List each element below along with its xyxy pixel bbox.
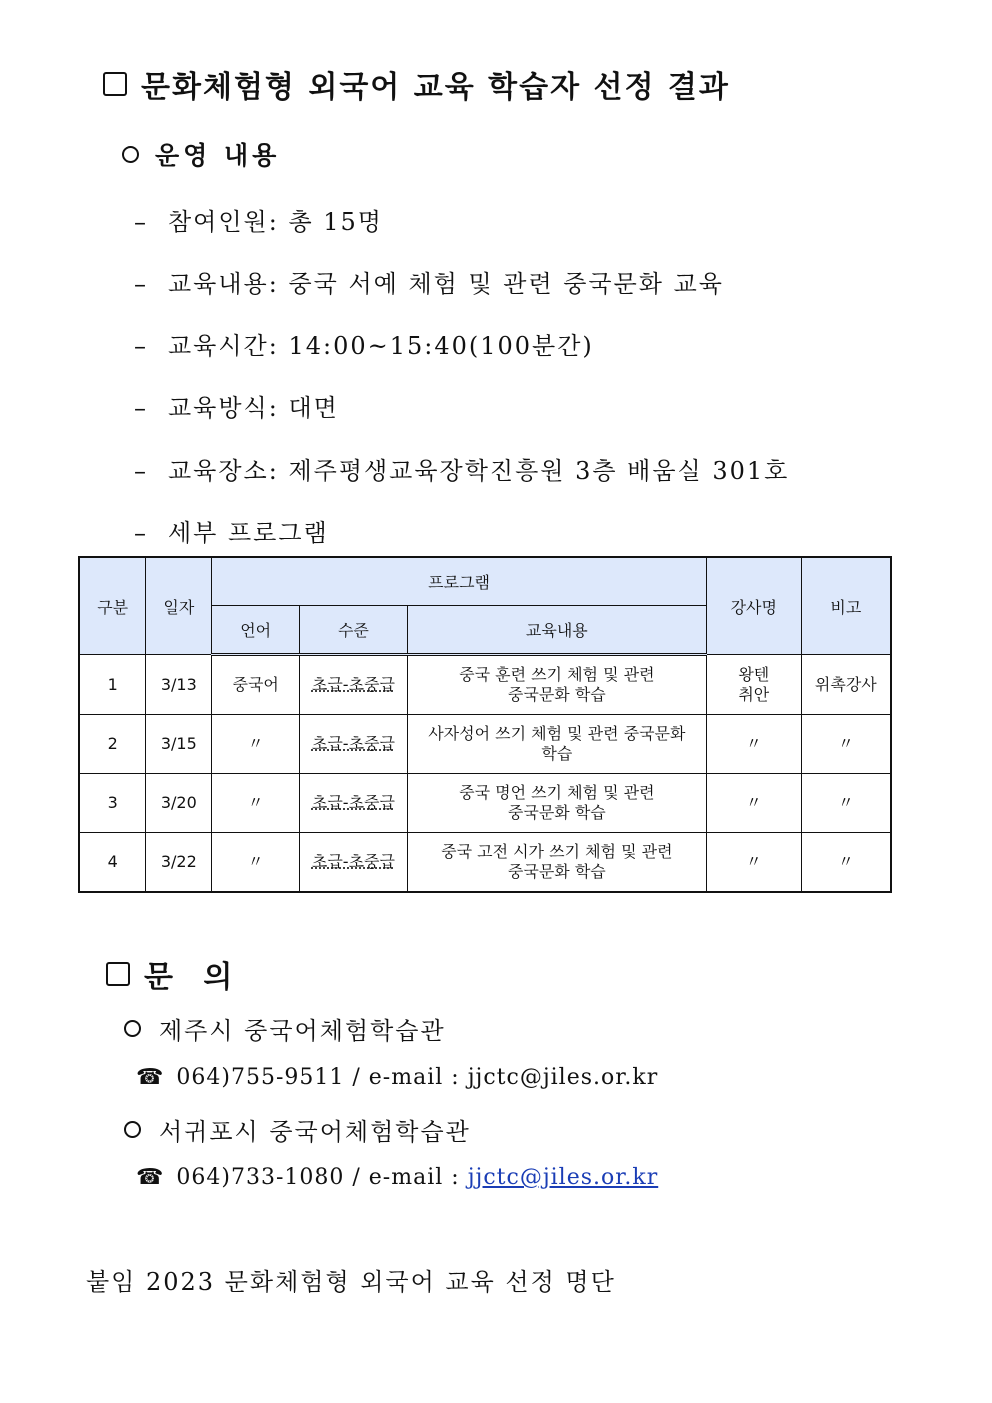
section-heading — [122, 136, 280, 172]
dash-icon: – — [134, 332, 148, 360]
header-category: 구분 — [79, 557, 146, 655]
dash-icon: – — [134, 457, 148, 485]
page-title-text: 문화체험형 외국어 교육 학습자 선정 결과 — [141, 70, 730, 105]
header-date: 일자 — [146, 557, 212, 655]
table-row: 2 3/15 〃 초급-초중급 사자성어 쓰기 체험 및 관련 중국문화 학습 〃 〃 — [79, 715, 891, 774]
bullet-time: – 교육시간: 14:00~15:40(100분간) — [134, 332, 594, 360]
phone-icon: ☎ — [136, 1065, 165, 1090]
bullet-participants: – 참여인원: 총 15명 — [134, 208, 383, 236]
email-link[interactable]: jjctc@jiles.or.kr — [467, 1165, 659, 1190]
page-title — [103, 62, 730, 106]
dash-icon: – — [134, 270, 148, 298]
bullet-program: – 세부 프로그램 — [134, 519, 329, 547]
inquiry-heading-text: 문 의 — [144, 960, 243, 995]
attachment-note: 붙임 2023 문화체험형 외국어 교육 선정 명단 — [86, 1268, 616, 1296]
dash-icon: – — [134, 519, 148, 547]
inquiry-heading — [106, 952, 242, 996]
table-row: 4 3/22 〃 초급-초중급 중국 고전 시가 쓰기 체험 및 관련 중국문화 학습 〃 〃 — [79, 833, 891, 893]
circle-bullet-icon — [122, 146, 139, 163]
checkbox-square-icon — [106, 962, 130, 986]
contact-org-seogwipo: 서귀포시 중국어체험학습관 — [124, 1112, 471, 1147]
contact-line-seogwipo: ☎ 064)733-1080 / e-mail : jjctc@jiles.or.kr — [136, 1165, 659, 1190]
checkbox-square-icon — [103, 72, 127, 96]
table-row: 1 3/13 중국어 초급-초중급 중국 훈련 쓰기 체험 및 관련 중국문화 학습 왕텐 취안 위촉강사 — [79, 655, 891, 715]
bullet-location: – 교육장소: 제주평생교육장학진흥원 3층 배움실 301호 — [134, 457, 790, 485]
program-table — [78, 556, 892, 893]
header-content: 교육내용 — [407, 606, 706, 655]
dash-icon: – — [134, 394, 148, 422]
section-heading-text: 운영 내용 — [155, 141, 281, 170]
email-text: jjctc@jiles.or.kr — [467, 1065, 659, 1090]
circle-bullet-icon — [124, 1121, 141, 1138]
header-program: 프로그램 — [212, 557, 707, 606]
contact-org-jeju: 제주시 중국어체험학습관 — [124, 1011, 446, 1046]
header-instructor: 강사명 — [706, 557, 801, 655]
header-language: 언어 — [212, 606, 300, 655]
header-note: 비고 — [801, 557, 891, 655]
phone-icon: ☎ — [136, 1165, 165, 1190]
dash-icon: – — [134, 208, 148, 236]
table-row: 3 3/20 〃 초급-초중급 중국 명언 쓰기 체험 및 관련 중국문화 학습 〃 〃 — [79, 774, 891, 833]
contact-line-jeju: ☎ 064)755-9511 / e-mail : jjctc@jiles.or.kr — [136, 1065, 659, 1090]
circle-bullet-icon — [124, 1020, 141, 1037]
bullet-method: – 교육방식: 대면 — [134, 394, 339, 422]
bullet-content: – 교육내용: 중국 서예 체험 및 관련 중국문화 교육 — [134, 270, 724, 298]
header-level: 수준 — [300, 606, 408, 655]
